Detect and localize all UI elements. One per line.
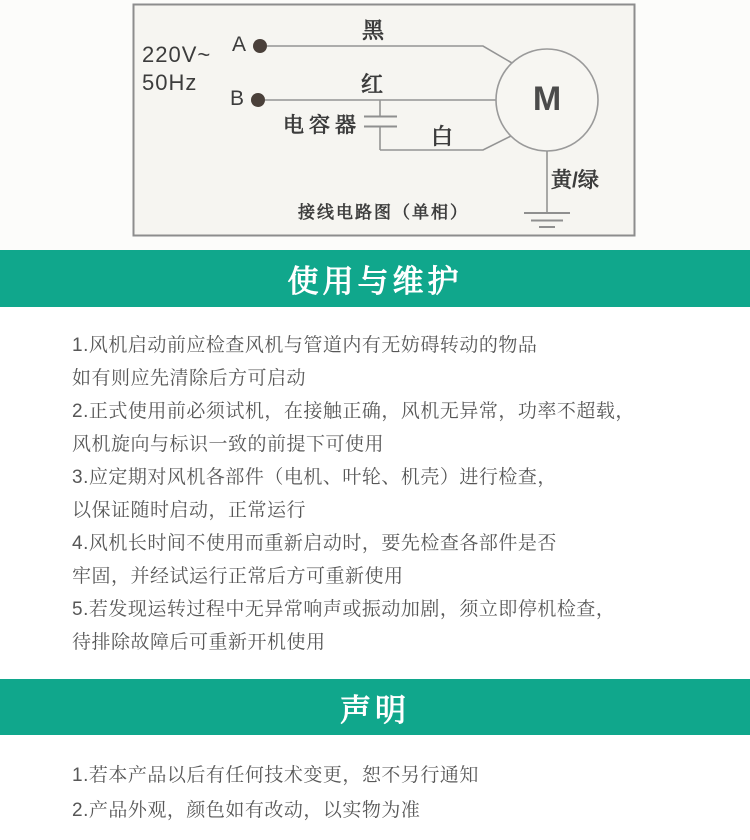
wiring-diagram-section [0, 0, 750, 250]
instruction-line: 待排除故障后可重新开机使用 [72, 632, 326, 653]
instruction-line: 风机旋向与标识一致的前提下可使用 [72, 434, 385, 455]
instruction-line: 以保证随时启动，正常运行 [72, 500, 307, 521]
terminal-a-dot-icon [253, 39, 267, 53]
statement-text [72, 758, 720, 828]
motor-label: M [532, 80, 562, 118]
terminal-b-label: B [230, 87, 245, 110]
instruction-line: 如有则应先清除后方可启动 [72, 368, 307, 389]
instruction-line: 2.正式使用前必须试机，在接触正确，风机无异常，功率不超载， [72, 401, 635, 422]
statement-line: 2.产品外观，颜色如有改动，以实物为准 [72, 800, 421, 821]
instruction-line: 1.风机启动前应检查风机与管道内有无妨碍转动的物品 [72, 335, 538, 356]
instruction-line: 4.风机长时间不使用而重新启动时，要先检查各部件是否 [72, 533, 557, 554]
power-frequency-label: 50Hz [142, 70, 198, 95]
instruction-line: 牢固，并经试运行正常后方可重新使用 [72, 566, 404, 587]
wire-white-label: 白 [431, 124, 454, 149]
wire-black-label: 黑 [362, 18, 385, 43]
terminal-b-dot-icon [251, 93, 265, 107]
section-banner-statement [0, 679, 750, 735]
section-banner-usage-maintenance [0, 250, 750, 307]
usage-maintenance-text [72, 329, 720, 659]
wire-red-label: 红 [361, 72, 384, 97]
section-title: 使用与维护 [287, 264, 463, 299]
capacitor-label: 电容器 [283, 114, 361, 137]
instruction-line: 3.应定期对风机各部件（电机、叶轮、机壳）进行检查， [72, 467, 557, 488]
terminal-a-label: A [232, 33, 247, 56]
instruction-line: 5.若发现运转过程中无异常响声或振动加剧，须立即停机检查， [72, 599, 616, 620]
power-voltage-label: 220V~ [142, 42, 212, 67]
section-title: 声明 [340, 692, 410, 728]
ground-wire-label: 黄/绿 [551, 169, 599, 192]
diagram-caption: 接线电路图（单相） [298, 203, 469, 222]
statement-line: 1.若本产品以后有任何技术变更，恕不另行通知 [72, 765, 479, 786]
